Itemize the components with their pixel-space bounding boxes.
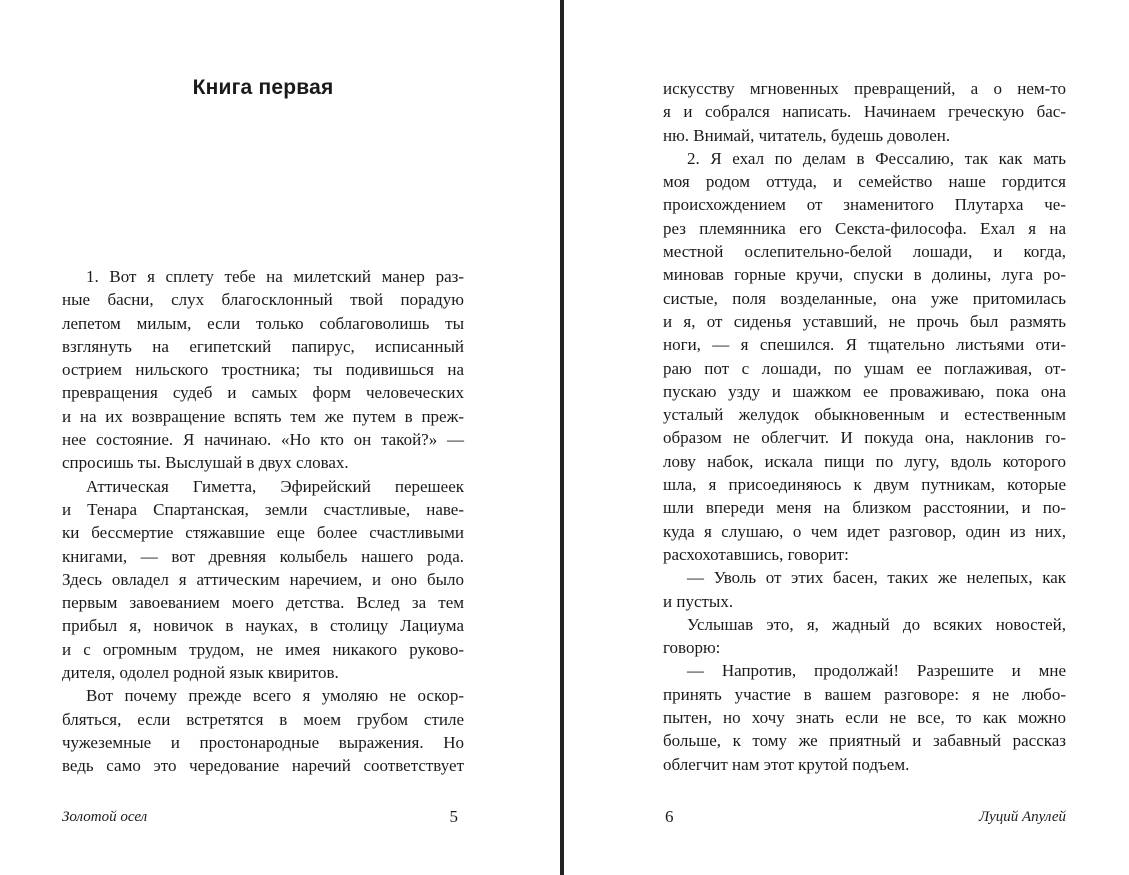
text-line: говорю: <box>663 638 721 658</box>
paragraph <box>663 77 1066 147</box>
left-page-footer <box>62 806 464 828</box>
text-line: раю пот с лошади, по ушам ее поглаживая, от- <box>663 358 1066 378</box>
text-line: шли впереди меня на близком расстоянии, и по- <box>663 498 1066 518</box>
left-page-text <box>62 265 464 778</box>
paragraph <box>663 659 1066 775</box>
paragraph <box>663 566 1066 613</box>
text-line: пускаю узду и шажком ее проваживаю, пока она <box>663 381 1066 401</box>
right-page-footer <box>663 806 1066 828</box>
text-line: прибыл я, новичок в науках, в столицу Лациума <box>62 616 464 636</box>
running-title: Луций Апулей <box>978 809 1066 825</box>
text-line: рез племянника его Секста-философа. Ехал я на <box>663 218 1066 238</box>
page-number: 5 <box>449 807 458 826</box>
paragraph <box>663 147 1066 566</box>
paragraph <box>62 684 464 777</box>
text-line: шла, я присоединяюсь к двум путникам, которые <box>663 475 1066 495</box>
text-line: 1. Вот я сплету тебе на милетский манер раз- <box>86 267 464 286</box>
text-line: ню. Внимай, читатель, будешь доволен. <box>663 125 951 145</box>
text-line: ноги, — я спешился. Я тщательно листьями оти- <box>663 335 1066 355</box>
right-page-text <box>663 77 1066 776</box>
text-line: ки бессмертие стяжавшие еще более счастливыми <box>62 523 464 543</box>
text-line: миновав горные кручи, спуски в долины, луга ро- <box>663 265 1066 285</box>
paragraph <box>663 613 1066 660</box>
text-line: первым завоеванием моего детства. Вслед за тем <box>62 593 464 613</box>
text-line: пытен, но хочу знать если не все, то как можно <box>663 708 1066 728</box>
book-heading: Книга первая <box>192 76 334 99</box>
text-line: лепетом милым, если только соблаговолишь ты <box>62 313 464 333</box>
text-line: моя родом оттуда, и семейство наше гордится <box>663 172 1066 192</box>
text-line: бляться, если встретятся в моем грубом стиле <box>62 709 464 729</box>
text-line: Услышав это, я, жадный до всяких новостей, <box>687 614 1066 634</box>
text-line: ные басни, слух благосклонный твой порадую <box>62 290 464 310</box>
text-line: систые, поля возделанные, она уже притомилась <box>663 288 1066 308</box>
running-title: Золотой осел <box>62 809 148 825</box>
book-spine-divider <box>560 0 564 875</box>
text-line: принять участие в вашем разговоре: я не любо- <box>663 684 1066 704</box>
paragraph <box>62 475 464 685</box>
text-line: — Уволь от этих басен, таких же нелепых, как <box>687 568 1066 588</box>
text-line: Здесь овладел я аттическим наречием, и оно было <box>62 569 464 589</box>
text-line: острием нильского тростника; ты подивишься на <box>62 360 464 380</box>
text-line: больше, к тому же приятный и забавный рассказ <box>663 731 1066 751</box>
text-line: облегчит нам этот крутой подъем. <box>663 754 910 774</box>
paragraph <box>62 265 464 475</box>
text-line: происхождением от знаменитого Плутарха че- <box>663 195 1066 215</box>
text-line: спросишь ты. Выслушай в двух словах. <box>62 453 349 473</box>
text-line: лову набок, искала пищи по лугу, вдоль которого <box>663 451 1066 471</box>
text-line: искусству мгновенных превращений, а о нем-то <box>663 79 1066 98</box>
text-line: расхохотавшись, говорит: <box>663 544 849 564</box>
text-line: и Тенара Спартанская, земли счастливые, наве- <box>62 499 464 519</box>
text-line: ведь само это чередование наречий соответствует <box>62 756 464 776</box>
text-line: — Напротив, продолжай! Разрешите и мне <box>687 661 1066 681</box>
text-line: дителя, одолел родной язык квиритов. <box>62 663 339 683</box>
text-line: местной ослепительно-белой лошади, и когда, <box>663 242 1066 262</box>
text-line: книгами, — вот древняя колыбель нашего рода. <box>62 546 464 566</box>
text-line: куда я слушаю, о чем идет разговор, один из них, <box>663 521 1066 541</box>
text-line: и с огромным трудом, не имея никакого руково- <box>62 639 464 659</box>
text-line: и на их возвращение вспять тем же путем в преж- <box>62 406 464 426</box>
text-line: 2. Я ехал по делам в Фессалию, так как мать <box>687 148 1066 168</box>
text-line: и пустых. <box>663 591 734 611</box>
text-line: образом не облегчит. И покуда она, наклонив го- <box>663 428 1066 448</box>
text-line: Аттическая Гиметта, Эфирейский перешеек <box>86 476 464 496</box>
text-line: я и собрался написать. Начинаем греческую бас- <box>663 102 1066 122</box>
text-line: превращения судеб и самых форм человеческих <box>62 383 464 403</box>
right-page <box>663 0 1066 875</box>
page-number: 6 <box>665 807 674 826</box>
text-line: нее состояние. Я начинаю. «Но кто он такой?» — <box>62 430 464 450</box>
text-line: и я, от сиденья уставший, не прочь был размять <box>663 311 1066 331</box>
text-line: Вот почему прежде всего я умоляю не оскор- <box>86 686 464 706</box>
text-line: взглянуть на египетский папирус, исписанный <box>62 336 464 356</box>
text-line: чужеземные и простонародные выражения. Но <box>62 732 464 752</box>
left-page <box>62 0 464 875</box>
text-line: усталый желудок обыкновенным и естественным <box>663 405 1066 425</box>
